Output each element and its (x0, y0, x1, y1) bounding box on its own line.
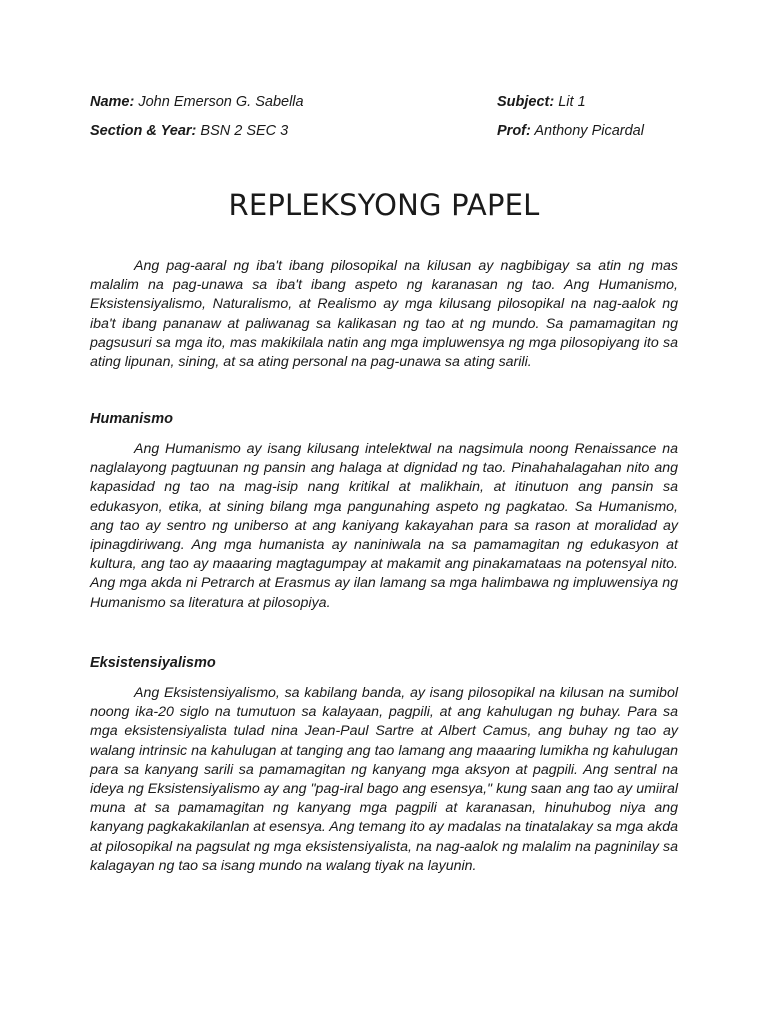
prof-value: Anthony Picardal (534, 123, 644, 139)
section-heading-humanismo: Humanismo (90, 411, 173, 427)
intro-paragraph: Ang pag-aaral ng iba't ibang pilosopikal na kilusan ay nagbibigay sa atin ng mas malalim na pag-unawa sa iba't ibang aspeto ng karanasan ng tao. Ang Humanismo, Eksistensiyalismo, Naturalismo, at Realismo ay mga kilusang pilosopikal na nag-aalok ng iba't ibang pananaw at paliwanag sa kalikasan ng tao at ng mundo. Sa pamamagitan ng pagsusuri sa mga ito, mas makikilala natin ang mga impluwensya ng mga pilosopiyang ito sa ating lipunan, sining, at sa ating personal na pag-unawa sa ating sarili. (90, 258, 678, 371)
subject-label: Subject: (497, 94, 555, 110)
section-label: Section & Year: (90, 123, 197, 139)
section-value: BSN 2 SEC 3 (200, 123, 289, 139)
section-field (90, 123, 288, 139)
subject-field (497, 94, 586, 110)
name-value: John Emerson G. Sabella (138, 94, 304, 110)
section-heading-eksistensiyalismo: Eksistensiyalismo (90, 655, 216, 671)
section-body-eksistensiyalismo: Ang Eksistensiyalismo, sa kabilang banda, ay isang pilosopikal na kilusan na sumibol noong ika-20 siglo na tumutuon sa kalayaan, pagpili, at ang kahulugan ng buhay. Para sa mga eksistensiyalista tulad nina Jean-Paul Sartre at Albert Camus, ang buhay ng tao ay walang intrinsic na kahulugan at tanging ang tao lamang ang maaaring lumikha ng kahulugan para sa kanyang sarili sa pamamagitan ng kanyang mga aksyon at pagpili. Ang sentral na ideya ng Eksistensiyalismo ay ang "pag-iral bago ang esensya," kung saan ang tao ay umiiral muna at sa pamamagitan ng kanyang mga pagpili at karanasan, hinuhubog niya ang kanyang pagkakakilanlan at esensya. Ang temang ito ay madalas na tinatalakay sa mga akda at pilosopikal na pagsulat ng mga eksistensiyalista, na nag-aalok ng malalim na pagninilay sa kalagayan ng tao sa isang mundo na walang tiyak na layunin. (90, 685, 678, 874)
prof-field (497, 123, 644, 139)
subject-value: Lit 1 (558, 94, 586, 110)
name-label: Name: (90, 94, 135, 110)
name-field (90, 94, 304, 110)
prof-label: Prof: (497, 123, 531, 139)
section-body-humanismo: Ang Humanismo ay isang kilusang intelektwal na nagsimula noong Renaissance na naglalayong pagtuunan ng pansin ang halaga at dignidad ng tao. Pinahahalagahan nito ang kapasidad ng tao na mag-isip nang kritikal at malikhain, at itinutuon ang pansin sa edukasyon, etika, at sining bilang mga pangunahing aspeto ng pagkatao. Sa Humanismo, ang tao ay sentro ng uniberso at ang kaniyang kakayahan para sa rason at moralidad ay ipinagdiriwang. Ang mga humanista ay naniniwala na sa pamamagitan ng edukasyon at kultura, ang tao ay maaaring magtagumpay at makamit ang pinakamataas na potensyal nito. Ang mga akda ni Petrarch at Erasmus ay ilan lamang sa mga halimbawa ng impluwensiya ng Humanismo sa literatura at pilosopiya. (90, 441, 678, 611)
document-title: REPLEKSYONG PAPEL (228, 188, 540, 222)
